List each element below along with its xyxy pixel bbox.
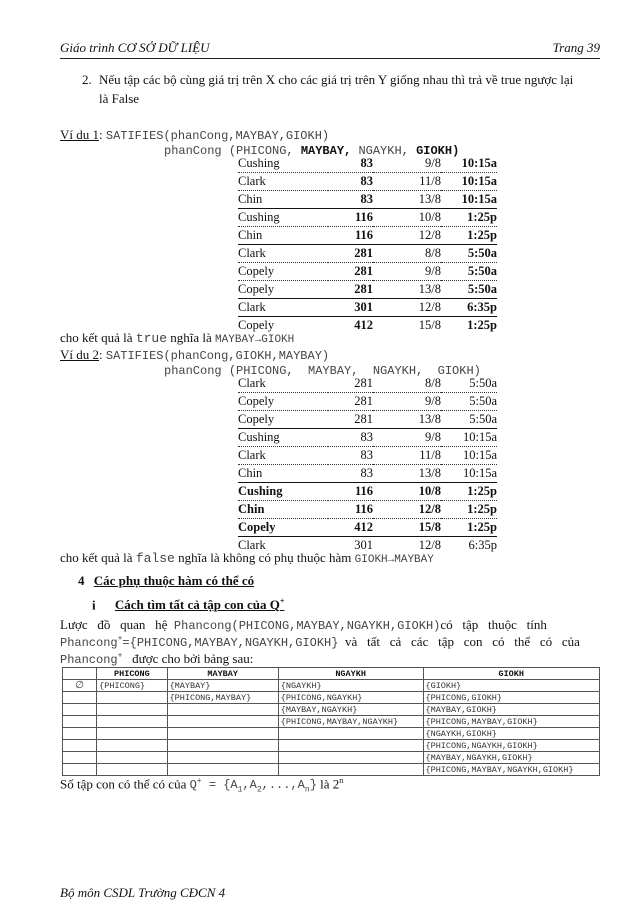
subsets-cell: {PHICONG,NGAYKH} [278,692,423,704]
example-1-table-cell: Cushing [238,209,328,227]
subsets-cell [63,764,97,776]
count-s1: 1 [237,785,243,795]
count-fsup: n [339,776,344,785]
subsets-cell [167,704,278,716]
header-title: Giáo trình CƠ SỞ DỮ LIỆU [60,40,210,55]
example-2-table-cell: 1:25p [441,483,497,501]
example-1-table-cell: 412 [354,318,373,332]
subsets-cell [63,692,97,704]
example-2-table-row [238,447,497,465]
example-2-heading [60,347,329,363]
example-2-table-row [238,501,497,519]
example-2-table-row [238,429,497,447]
example-2-table-cell: 9/8 [373,429,441,447]
example-1-table-row [238,281,497,299]
example-2-table-cell: 15/8 [373,519,441,537]
para-l3b: được cho bởi bảng sau: [132,651,254,666]
para-l1c: có tập thuộc tính [440,617,547,632]
subsets-header-cell: NGAYKH [278,668,423,680]
item-2-line-1: Nếu tập các bộ cùng giá trị trên X cho các giá trị trên Y giống nhau thì trả về true ngược lại [99,72,574,87]
example-2-call: SATIFIES(phanCong,GIOKH,MAYBAY) [105,349,330,363]
example-2-result-a: cho kết quả là [60,550,133,565]
example-2-table-cell: 83 [328,447,373,465]
example-2-table-cell: 12/8 [373,501,441,519]
subsets-row [63,704,600,716]
para-l3a: Phancong [60,653,118,667]
para-l2sup: + [117,634,123,644]
example-1-table-cell: 83 [328,173,373,191]
subsets-cell [278,728,423,740]
subsets-cell: {PHICONG,MAYBAY,NGAYKH} [278,716,423,728]
example-1-table-cell: Clark [238,245,328,263]
para-l2a: Phancong [60,636,118,650]
example-1-schema-a: (PHICONG, [228,144,294,158]
example-1-table-cell: 116 [328,209,373,227]
example-2-result-d: GIOKH→MAYBAY [354,554,434,566]
example-1-table-cell: 12/8 [373,299,441,317]
example-2-table-cell: 5:50a [441,411,497,429]
example-2-table-cell: 10:15a [441,429,497,447]
subsets-cell: {PHICONG} [97,680,167,692]
count-q: Q [189,778,197,793]
example-1-table-cell: 15/8 [418,318,441,332]
subsets-cell: {PHICONG,MAYBAY} [167,692,278,704]
count-a: Số tập con có thể có của [60,776,187,792]
example-1-table-row [238,173,497,191]
example-1-table-cell: Clark [238,173,328,191]
subsets-header-row [63,668,600,680]
example-1-table-cell: 10/8 [373,209,441,227]
subsets-cell [97,704,167,716]
subsets-row [63,716,600,728]
example-2-table-cell: 5:50a [441,375,497,393]
subsets-cell [97,728,167,740]
subsets-cell: {PHICONG,NGAYKH,GIOKH} [423,740,600,752]
subsets-cell [63,752,97,764]
example-1-table-row [238,299,497,317]
example-1-table-row [238,245,497,263]
example-2-table-cell: 6:35p [468,538,497,552]
example-2-table-cell: 1:25p [441,519,497,537]
example-1-table-cell: 12/8 [373,227,441,245]
example-1-table-cell: 9/8 [373,263,441,281]
example-2-table-cell: 12/8 [418,538,441,552]
example-2-table-cell: Cushing [238,429,328,447]
subsets-cell: {MAYBAY,NGAYKH,GIOKH} [423,752,600,764]
example-1-schema-c: NGAYKH, [358,144,409,158]
subsets-cell: {PHICONG,MAYBAY,GIOKH} [423,716,600,728]
subsets-cell: {NGAYKH} [278,680,423,692]
example-1-table-cell: Chin [238,191,328,209]
para-l1b: Phancong(PHICONG,MAYBAY,NGAYKH,GIOKH) [173,619,441,633]
example-2-table-cell: Clark [238,375,328,393]
subsets-cell [97,740,167,752]
example-2-table-cell: 9/8 [373,393,441,411]
example-2-table-cell: 412 [328,519,373,537]
subsets-cell [278,764,423,776]
subsection-i-title-text: Cách tìm tất cả tập con của Q [114,597,280,613]
example-2-table-row [238,393,497,411]
subsets-cell: ∅ [63,680,97,692]
header-page-number: Trang 39 [552,40,600,55]
example-1-table-cell: 11/8 [373,173,441,191]
example-2-table-cell: Cushing [238,483,328,501]
subsets-cell [97,752,167,764]
count-s2: 2 [256,785,262,795]
page-footer: Bộ môn CSDL Trường CĐCN 4 [60,885,226,900]
example-1-table-cell: Copely [238,281,328,299]
example-2-table-cell: Clark [238,538,266,552]
subsets-cell [167,716,278,728]
example-2-table-row [238,519,497,537]
count-c: ,A [242,778,257,793]
example-2-table-cell: 116 [328,483,373,501]
count-sn: n [304,785,310,795]
example-2-table-cell: 10:15a [441,447,497,465]
example-2-table-cell: 83 [328,429,373,447]
example-1-table-cell: 1:25p [467,318,497,332]
subsets-cell [63,740,97,752]
subsets-cell: {PHICONG,MAYBAY,NGAYKH,GIOKH} [423,764,600,776]
example-1-table [238,155,497,334]
example-1-table-cell: 10:15a [441,155,497,173]
subsets-cell [97,764,167,776]
para-l2c: và tất cả các tập con có thể có của [344,634,580,649]
subsets-cell: {PHICONG,GIOKH} [423,692,600,704]
subsection-i-sup: + [279,597,285,606]
subsets-cell [167,764,278,776]
example-1-table-row [238,263,497,281]
example-1-table-cell: 5:50a [441,281,497,299]
example-1-table-cell: Copely [238,318,275,332]
example-1-table-cell: 1:25p [441,209,497,227]
example-1-table-cell: 10:15a [441,191,497,209]
paragraph-line-2 [60,634,580,650]
example-1-table-cell: 8/8 [373,245,441,263]
example-1-table-cell: 281 [328,245,373,263]
count-b: = {A [208,778,238,793]
example-1-table-cell: 83 [328,191,373,209]
item-2-line-2: là False [99,91,140,106]
section-4-heading [78,573,254,589]
example-2-table-cell: 83 [328,465,373,483]
subsets-header-cell: PHICONG [97,668,167,680]
example-1-colon: : [99,127,103,142]
page-header [60,40,600,59]
example-1-table-cell: 13/8 [373,281,441,299]
example-2-table-cell: Copely [238,393,328,411]
example-2-table-row [238,483,497,501]
subsets-row [63,764,600,776]
count-d: ,...,A [261,778,305,793]
example-1-schema-b: MAYBAY, [300,144,352,158]
example-1-result-c: nghĩa là [170,330,212,345]
example-2-result [60,550,434,566]
example-2-table-cell: 281 [328,411,373,429]
example-2-table-row [238,411,497,429]
example-1-result-a: cho kết quả là [60,330,133,345]
count-f: là 2 [320,776,340,792]
section-4-number: 4 [78,573,85,588]
count-e: } [309,778,317,793]
example-1-table-cell: 13/8 [373,191,441,209]
example-2-schema-text: (PHICONG, MAYBAY, NGAYKH, GIOKH) [228,364,481,378]
subsets-header-cell: GIOKH [423,668,600,680]
example-2-table-cell: Chin [238,465,328,483]
example-2-table-cell: 10:15a [441,465,497,483]
example-1-schema-d: GIOKH) [416,144,460,158]
subsets-cell: {MAYBAY} [167,680,278,692]
subsets-row [63,752,600,764]
item-2-number: 2. [82,72,92,87]
example-2-table-cell: 116 [328,501,373,519]
subsets-cell [278,740,423,752]
example-1-table-cell: 281 [328,281,373,299]
example-2-table-cell: 281 [328,393,373,411]
example-2-relation: phanCong [164,364,222,378]
example-1-relation: phanCong [164,144,222,158]
example-1-table-cell: Chin [238,227,328,245]
subsets-cell [167,728,278,740]
example-1-table-cell: 9/8 [373,155,441,173]
section-4-title: Các phụ thuộc hàm có thể có [93,573,255,588]
example-1-table-cell: 1:25p [441,227,497,245]
example-2-table-row [238,375,497,393]
subsets-header-cell [63,668,97,680]
subsets-cell [167,740,278,752]
subsets-cell [63,728,97,740]
subsets-cell: {MAYBAY,NGAYKH} [278,704,423,716]
subsets-cell [97,692,167,704]
para-l1a: Lược đồ quan hệ [60,617,168,632]
example-2-label: Ví du 2 [60,347,99,362]
example-2-table-cell: 10/8 [373,483,441,501]
example-1-table-row [238,209,497,227]
example-1-table-row [238,227,497,245]
example-1-table-cell: 116 [328,227,373,245]
example-1-result [60,330,294,346]
example-1-table-cell: 5:50a [441,263,497,281]
para-l3sup: + [117,651,123,661]
example-1-table-row [238,191,497,209]
subsection-i-heading [92,597,284,613]
example-2-table-cell: 8/8 [373,375,441,393]
subsection-i-title [115,597,285,612]
example-1-table-cell: 83 [328,155,373,173]
count-qsup: + [196,777,202,787]
subsets-cell [278,752,423,764]
subsets-header-cell: MAYBAY [167,668,278,680]
subsets-table [62,667,600,776]
subsets-cell [63,704,97,716]
example-1-heading [60,127,329,143]
example-1-table-cell: 281 [328,263,373,281]
example-2-table-row [238,465,497,483]
example-1-table-cell: 6:35p [441,299,497,317]
para-l2b: ={PHICONG,MAYBAY,NGAYKH,GIOKH} [122,636,339,650]
example-2-table [238,375,497,554]
example-2-table-cell: Copely [238,411,328,429]
subsets-row [63,728,600,740]
subsets-cell: {MAYBAY,GIOKH} [423,704,600,716]
example-2-colon: : [99,347,103,362]
example-2-table-cell: 5:50a [441,393,497,411]
subsets-cell [97,716,167,728]
example-1-table-cell: 301 [328,299,373,317]
example-2-table-cell: 13/8 [373,465,441,483]
example-2-table-cell: 13/8 [373,411,441,429]
example-1-label: Ví du 1 [60,127,99,142]
example-1-table-cell: Copely [238,263,328,281]
subsets-row [63,680,600,692]
example-1-result-b: true [135,331,168,346]
example-2-table-cell: 301 [354,538,373,552]
example-1-table-cell: Clark [238,299,328,317]
example-2-table-cell: Chin [238,501,328,519]
subsets-row [63,692,600,704]
subsets-cell: {NGAYKH,GIOKH} [423,728,600,740]
example-2-table-cell: Clark [238,447,328,465]
example-1-result-d: MAYBAY→GIOKH [215,334,295,346]
example-1-table-cell: Cushing [238,155,328,173]
subset-count-line [60,776,343,795]
subsets-cell [63,716,97,728]
paragraph-line-1 [60,617,600,633]
example-1-table-cell: 5:50a [441,245,497,263]
example-1-call: SATIFIES(phanCong,MAYBAY,GIOKH) [105,129,330,143]
subsection-i-number: i [92,597,96,613]
example-1-table-cell: 10:15a [441,173,497,191]
example-2-table-cell: 1:25p [441,501,497,519]
example-2-table-cell: Copely [238,519,328,537]
example-2-result-c: nghĩa là không có phụ thuộc hàm [178,550,352,565]
example-2-result-b: false [135,551,175,566]
paragraph-line-3 [60,651,253,667]
subsets-cell [167,752,278,764]
subsets-row [63,740,600,752]
example-2-table-cell: 281 [328,375,373,393]
subsets-cell: {GIOKH} [423,680,600,692]
example-1-table-row [238,155,497,173]
example-2-table-cell: 11/8 [373,447,441,465]
